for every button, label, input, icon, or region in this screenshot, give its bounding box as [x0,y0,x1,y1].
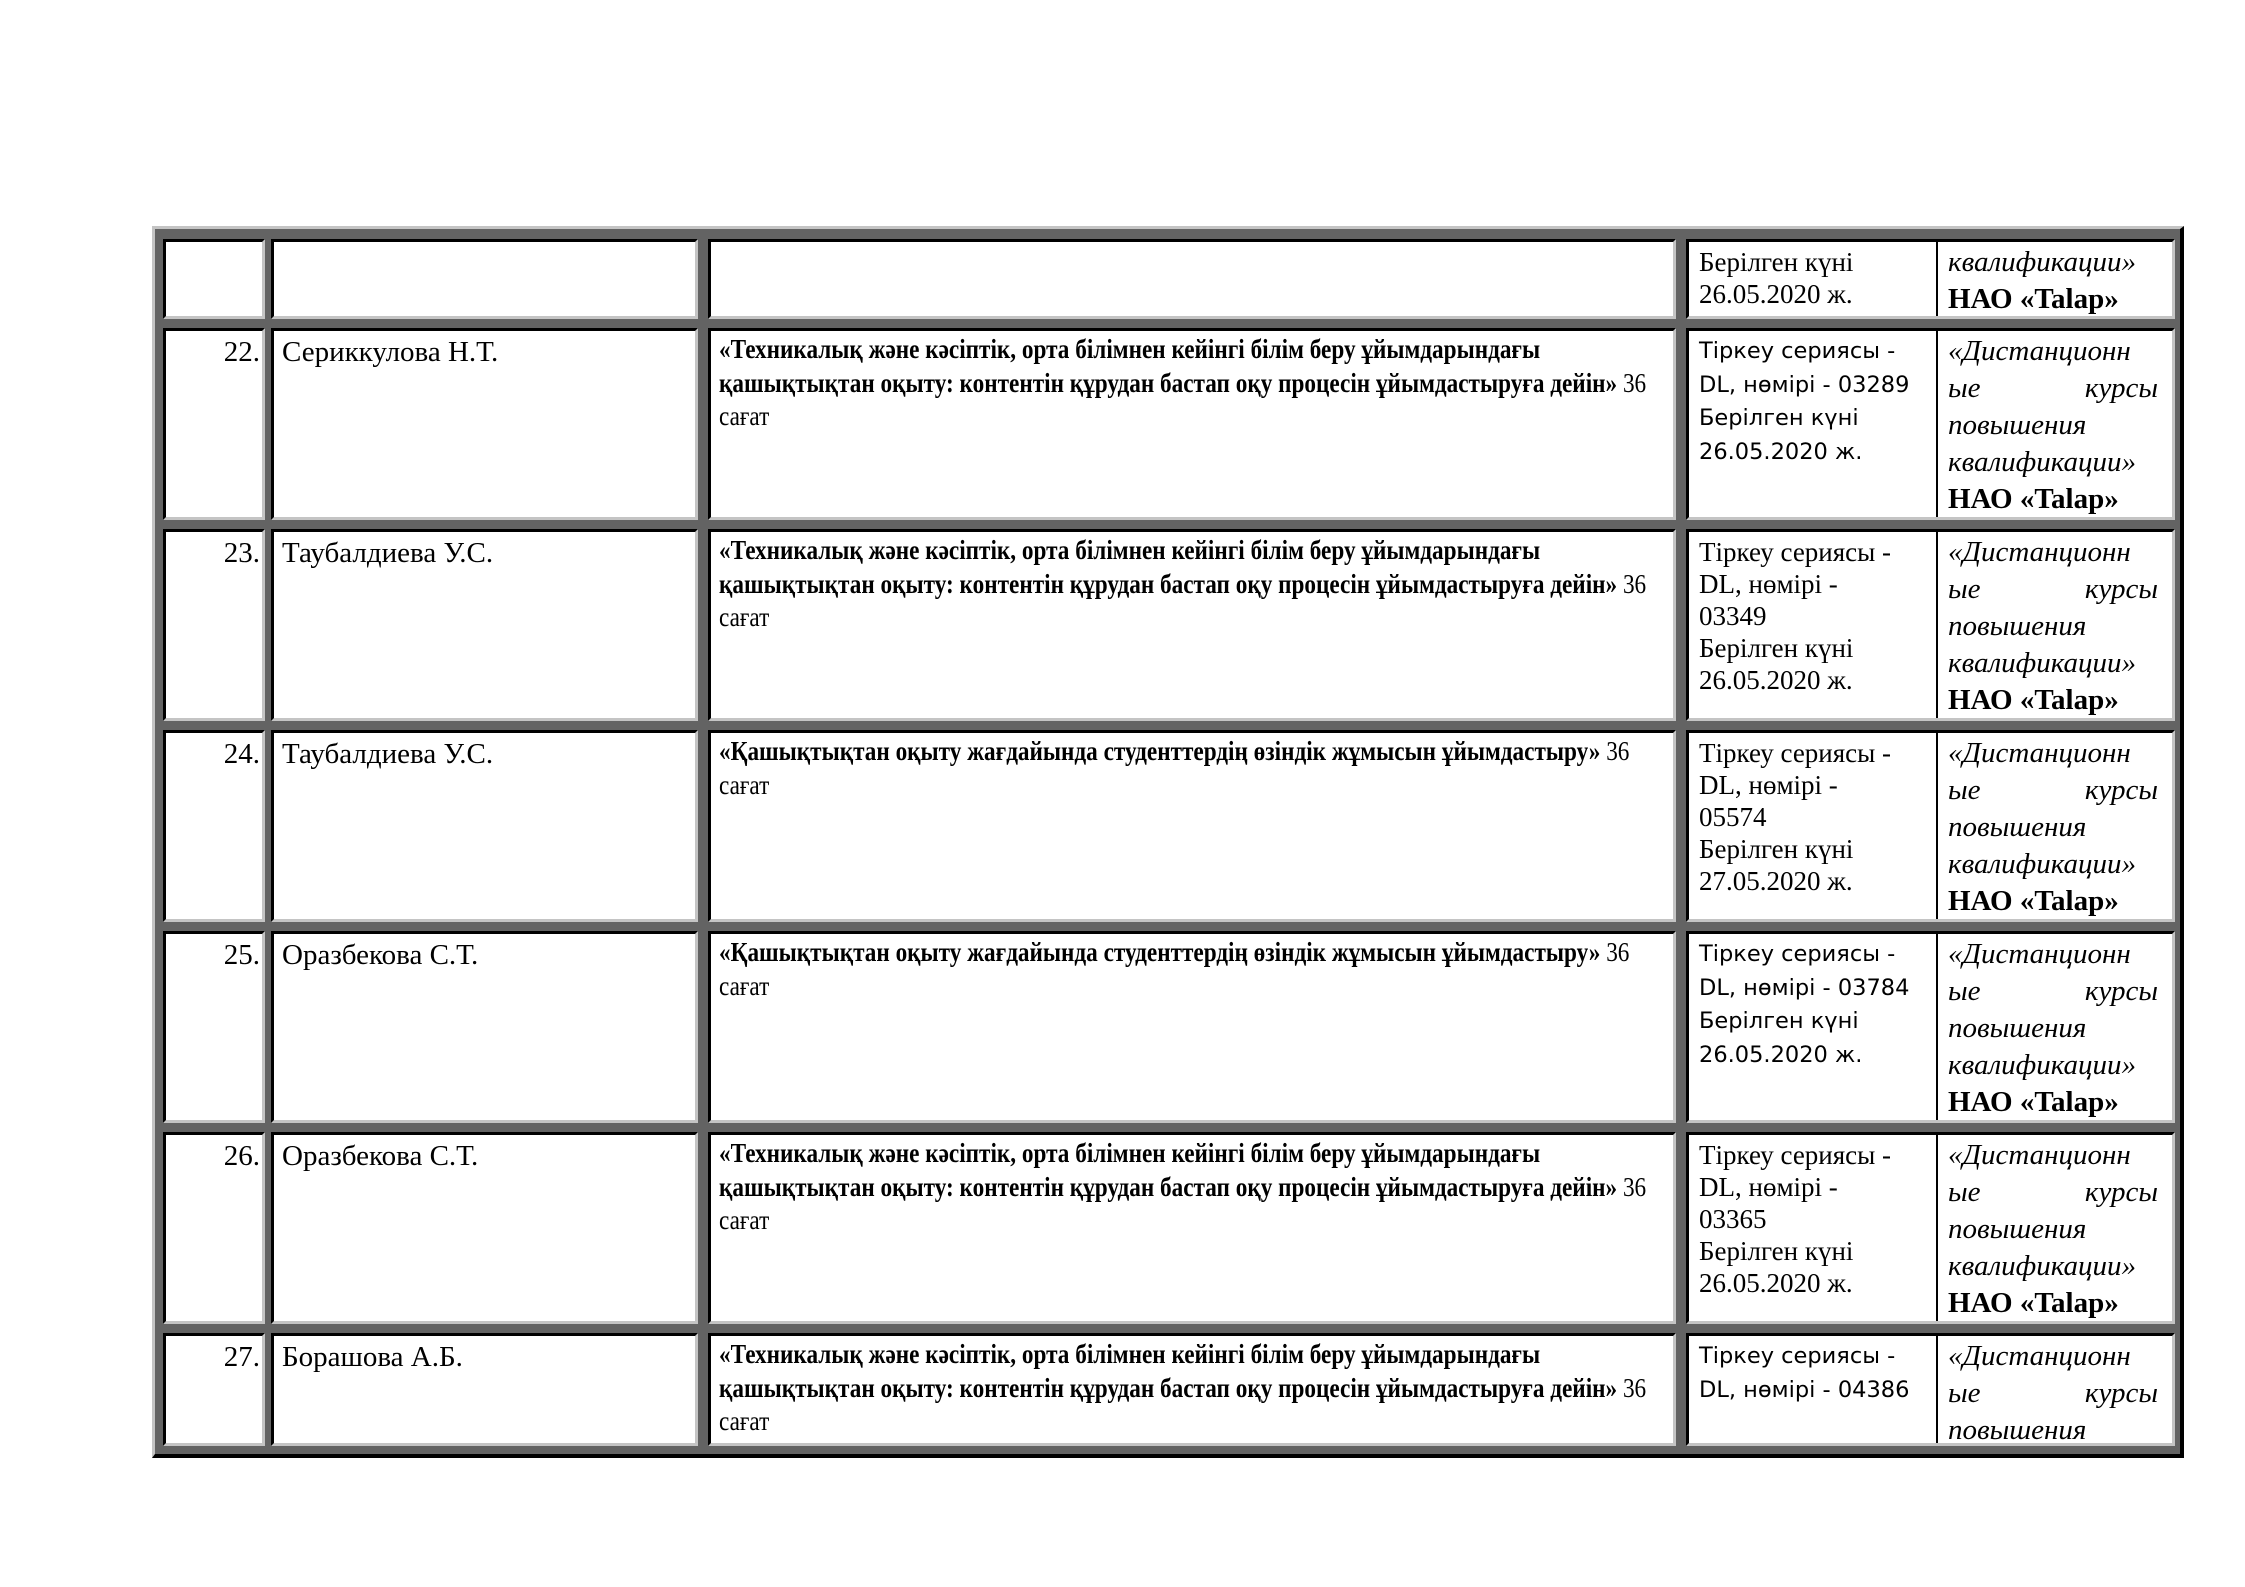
provider-word: ые [1948,774,1981,806]
provider-line: квалификации» [1948,246,2137,278]
course-hours: 36 сағат [719,736,1630,800]
table-row-course-cell [708,1132,1676,1324]
provider-organization: НАО «Talap» [1948,885,2119,917]
certificate-info [1699,335,1934,469]
table-row-name-cell [271,328,698,520]
certificate-line: 26.05.2020 ж. [1699,1041,1863,1068]
table-row-continuation-certificate-provider-cell [1686,239,2175,319]
course-hours: 36 сағат [719,1372,1647,1436]
certificate-subcell [1689,733,1936,919]
table-row-certificate-provider-cell [1686,730,2175,922]
provider-organization: НАО «Talap» [1948,1287,2119,1319]
provider-line: «Дистанционн [1948,536,2131,568]
provider-word: курсы [2084,975,2158,1007]
course-name: «Техникалық және кәсіптік, орта білімнен кейінгі білім беру ұйымдарындағы қашықтықтан оқыту: контентін құрудан бастап оқу процесін ұйымдастыруға дейін» [719,1138,1618,1202]
course-provider [1948,244,2158,318]
provider-line-justified [1948,1174,2158,1211]
table-row-name-cell [271,1333,698,1446]
course-hours: 36 сағат [719,937,1630,1001]
certificate-line: 26.05.2020 ж. [1699,438,1863,465]
course-title-text [719,534,1665,635]
table-row-certificate-provider-cell [1686,529,2175,721]
course-title-text [719,1338,1665,1439]
course-title [719,735,1667,802]
certificate-line: DL, нөмірі - 03784 [1699,974,1910,1001]
provider-word: курсы [2084,774,2158,806]
row-number: 27. [223,1341,260,1373]
certificate-line: DL, нөмірі - [1699,770,1838,800]
certificate-subcell [1689,532,1936,718]
certificate-line: 03349 [1699,601,1767,631]
course-provider [1948,534,2158,719]
provider-line: повышения [1948,1012,2087,1044]
provider-line-justified [1948,1375,2158,1412]
table-row-continuation-name-cell [271,239,698,319]
table-row-num-cell [163,730,265,922]
table-row-num-cell [163,1333,265,1446]
certificate-line: Тіркеу сериясы - [1699,941,1896,967]
course-title-text [719,333,1665,434]
course-provider [1948,1338,2158,1446]
certificate-info [1699,536,1934,696]
certificate-info [1699,938,1934,1072]
certificate-info [1699,1139,1934,1299]
certificate-line: Тіркеу сериясы - [1699,1343,1896,1369]
course-name: «Техникалық және кәсіптік, орта білімнен кейінгі білім беру ұйымдарындағы қашықтықтан оқыту: контентін құрудан бастап оқу процесін ұйымдастыруға дейін» [719,334,1618,398]
certificate-line: 26.05.2020 ж. [1699,1268,1853,1298]
table-row-certificate-provider-cell [1686,328,2175,520]
certificate-line: DL, нөмірі - 03289 [1699,371,1910,398]
certificate-line: Берілген күні [1699,1008,1859,1034]
table-row-course-cell [708,328,1676,520]
provider-line: повышения [1948,811,2087,843]
provider-line: повышения [1948,409,2087,441]
certificate-line: DL, нөмірі - [1699,1172,1838,1202]
provider-line: повышения [1948,1414,2087,1446]
teacher-name: Оразбекова С.Т. [282,939,479,971]
certificate-line: DL, нөмірі - 04386 [1699,1376,1910,1403]
row-number: 22. [223,336,260,368]
course-title [719,333,1667,434]
provider-line: «Дистанционн [1948,1139,2131,1171]
certificate-subcell [1689,331,1936,517]
provider-line-justified [1948,772,2158,809]
row-number: 26. [223,1140,260,1172]
certificate-line: 26.05.2020 ж. [1699,665,1853,695]
course-name: «Техникалық және кәсіптік, орта білімнен кейінгі білім беру ұйымдарындағы қашықтықтан оқыту: контентін құрудан бастап оқу процесін ұйымдастыруға дейін» [719,535,1618,599]
provider-subcell [1938,733,2172,919]
course-hours: 36 сағат [719,367,1647,431]
provider-line: квалификации» [1948,848,2137,880]
certificate-line: Тіркеу сериясы - [1699,738,1892,768]
course-name: «Техникалық және кәсіптік, орта білімнен кейінгі білім беру ұйымдарындағы қашықтықтан оқыту: контентін құрудан бастап оқу процесін ұйымдастыруға дейін» [719,1339,1618,1403]
provider-word: ые [1948,975,1981,1007]
provider-word: курсы [2084,573,2158,605]
provider-line: квалификации» [1948,1250,2137,1282]
provider-subcell [1938,331,2172,517]
certificate-line: Берілген күні [1699,1236,1854,1266]
provider-line: повышения [1948,1213,2087,1245]
certificate-line: Тіркеу сериясы - [1699,1140,1892,1170]
provider-organization: НАО «Talap» [1948,283,2119,315]
table-row-name-cell [271,730,698,922]
table-row-name-cell [271,529,698,721]
teacher-name: Оразбекова С.Т. [282,1140,479,1172]
table-row-num-cell [163,328,265,520]
certificate-line: Берілген күні [1699,247,1854,277]
course-provider [1948,333,2158,518]
table-row-certificate-provider-cell [1686,1132,2175,1324]
provider-subcell [1938,1135,2172,1321]
certificate-line: Берілген күні [1699,834,1854,864]
provider-line-justified [1948,370,2158,407]
provider-organization: НАО «Talap» [1948,1086,2119,1118]
table-row-num-cell [163,931,265,1123]
course-title-text [719,735,1665,802]
certificate-line: Берілген күні [1699,633,1854,663]
table-row-name-cell [271,931,698,1123]
course-title [719,936,1667,1003]
certificate-info [1699,1340,1934,1407]
certificate-line: Тіркеу сериясы - [1699,537,1892,567]
provider-word: ые [1948,372,1981,404]
teacher-name: Таубалдиева У.С. [282,738,494,770]
certificate-info [1699,246,1934,310]
course-title [719,534,1667,635]
provider-line-justified [1948,571,2158,608]
table-row-continuation-num-cell [163,239,265,319]
provider-subcell [1938,934,2172,1120]
provider-organization: НАО «Talap» [1948,483,2119,515]
course-provider [1948,936,2158,1121]
row-number: 24. [223,738,260,770]
provider-line: квалификации» [1948,446,2137,478]
row-number: 23. [223,537,260,569]
course-title-text [719,1137,1665,1238]
certificate-subcell [1689,1336,1936,1443]
course-name: «Қашықтықтан оқыту жағдайында студенттердің өзіндік жұмысын ұйымдастыру» [719,937,1601,967]
table-row-certificate-provider-cell [1686,931,2175,1123]
certificate-line: DL, нөмірі - [1699,569,1838,599]
certificate-subcell [1689,934,1936,1120]
course-provider [1948,1137,2158,1322]
table-row-continuation-course-cell [708,239,1676,319]
course-hours: 36 сағат [719,1171,1647,1235]
certificate-line: 03365 [1699,1204,1767,1234]
certificate-info [1699,737,1934,897]
course-title-text [719,936,1665,1003]
provider-word: ые [1948,573,1981,605]
table-row-name-cell [271,1132,698,1324]
table-row-course-cell [708,529,1676,721]
course-title [719,1137,1667,1238]
provider-line: квалификации» [1948,647,2137,679]
provider-subcell [1938,532,2172,718]
provider-word: курсы [2084,372,2158,404]
provider-word: курсы [2084,1176,2158,1208]
certificate-line: 27.05.2020 ж. [1699,866,1853,896]
provider-subcell [1938,242,2172,316]
provider-line: «Дистанционн [1948,1340,2131,1372]
provider-line: «Дистанционн [1948,938,2131,970]
provider-word: ые [1948,1176,1981,1208]
provider-word: курсы [2084,1377,2158,1409]
table-row-course-cell [708,1333,1676,1446]
teacher-name: Сериккулова Н.Т. [282,336,499,368]
table-row-course-cell [708,730,1676,922]
teacher-name: Таубалдиева У.С. [282,537,494,569]
table-row-course-cell [708,931,1676,1123]
provider-line: квалификации» [1948,1049,2137,1081]
course-provider [1948,735,2158,920]
certificate-line: 05574 [1699,802,1767,832]
certificate-line: 26.05.2020 ж. [1699,279,1853,309]
certificate-subcell [1689,242,1936,316]
certificate-line: Берілген күні [1699,405,1859,431]
table-row-certificate-provider-cell [1686,1333,2175,1446]
table-row-num-cell [163,1132,265,1324]
provider-line: «Дистанционн [1948,335,2131,367]
certificate-subcell [1689,1135,1936,1321]
row-number: 25. [223,939,260,971]
provider-line-justified [1948,973,2158,1010]
table-row-num-cell [163,529,265,721]
provider-organization: НАО «Talap» [1948,684,2119,716]
certificate-line: Тіркеу сериясы - [1699,338,1896,364]
course-name: «Қашықтықтан оқыту жағдайында студенттердің өзіндік жұмысын ұйымдастыру» [719,736,1601,766]
provider-line: повышения [1948,610,2087,642]
provider-subcell [1938,1336,2172,1446]
teacher-name: Борашова А.Б. [282,1341,463,1373]
provider-word: ые [1948,1377,1981,1409]
course-title [719,1338,1667,1439]
course-hours: 36 сағат [719,568,1647,632]
provider-line: «Дистанционн [1948,737,2131,769]
